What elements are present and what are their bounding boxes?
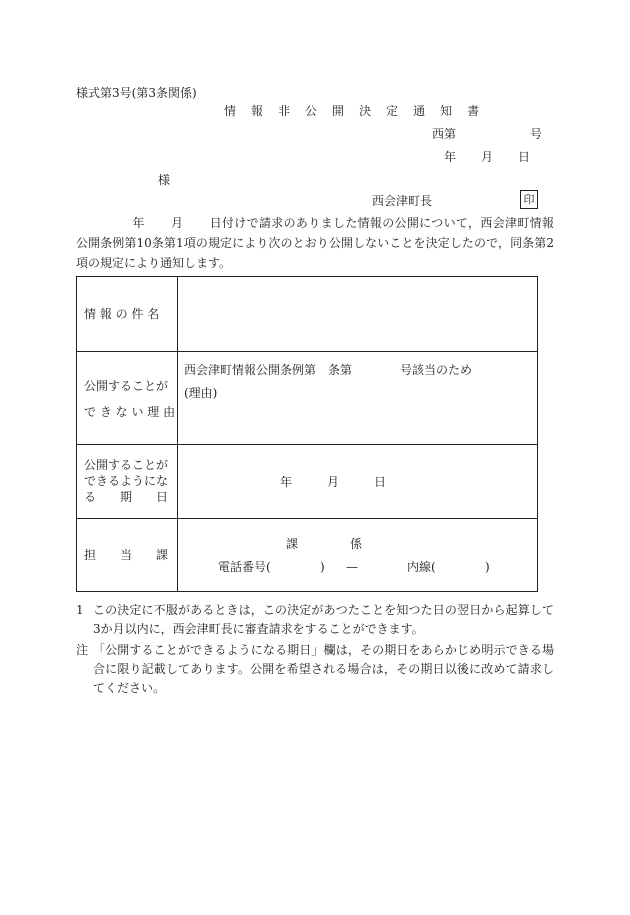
extension-close: ): [485, 560, 490, 574]
period-month: 月: [327, 475, 340, 489]
note-text: 「公開することができるようになる期日」欄は，その期日をあらかじめ明示できる場合に限り記載してあります。公開を希望される場合は，その期日以後に改めて請求してください。: [93, 643, 554, 695]
table-row-reason: [77, 352, 537, 445]
body-paragraph: [76, 213, 554, 273]
period-field[interactable]: [178, 445, 537, 518]
note-text: この決定に不服があるときは，この決定があつたことを知つた日の翌日から起算して3か月以内に，西会津町長に審査請求をすることができます。: [93, 603, 554, 636]
body-month: 月: [170, 216, 184, 230]
issue-date-day: 日: [518, 150, 531, 164]
reason-label-line1: 公開することが: [84, 379, 169, 393]
table-row-subject: [77, 277, 537, 352]
department-unit: 係: [350, 537, 363, 551]
phone-close: ): [320, 560, 325, 574]
table-row-department: [77, 519, 537, 591]
period-label-cell: [77, 445, 178, 518]
reason-label-line2: で き な い 理 由: [84, 405, 176, 419]
seal-stamp-box: 印: [520, 190, 538, 209]
reason-text: 西会津町情報公開条例第 条第 号該当のため: [184, 363, 473, 377]
subject-label-cell: [77, 277, 178, 351]
recipient-honorific: 様: [158, 173, 171, 187]
reason-subheading: (理由): [184, 386, 218, 400]
issue-date-month: 月: [481, 150, 494, 164]
department-field[interactable]: [178, 519, 537, 591]
form-number: 様式第3号(第3条関係): [76, 86, 197, 100]
department-label: 担 当 課: [84, 548, 169, 562]
phone-dash: —: [346, 560, 358, 574]
issue-date-year: 年: [444, 150, 457, 164]
period-label-line2: できるようにな: [84, 474, 169, 488]
department-section: 課: [286, 537, 299, 551]
body-year: 年: [132, 216, 145, 230]
extension-label: 内線(: [407, 560, 436, 574]
document-number: [432, 126, 542, 142]
decision-table: [76, 276, 538, 592]
note-mark: 注: [76, 643, 89, 657]
body-text: 日付けで請求のありました情報の公開について，西会津町情報公開条例第10条第1項の規定により次のとおり公開しないことを決定したので，同条第2項の規定により通知します。: [76, 216, 554, 270]
phone-label: 電話番号(: [218, 560, 271, 574]
subject-field[interactable]: [178, 277, 537, 351]
note-item: [76, 641, 554, 698]
issuer-name: 西会津町長: [372, 194, 433, 208]
document-number-suffix: 号: [530, 127, 543, 141]
reason-label-cell: [77, 352, 178, 444]
period-year: 年: [280, 475, 293, 489]
reason-field[interactable]: [178, 352, 537, 444]
department-label-cell: [77, 519, 178, 591]
period-day: 日: [374, 475, 387, 489]
document-number-prefix: 西第: [432, 127, 457, 141]
note-item: [76, 601, 554, 639]
period-label-line3: る 期 日: [84, 490, 169, 504]
period-label-line1: 公開することが: [84, 458, 169, 472]
document-title: 情 報 非 公 開 決 定 通 知 書: [224, 104, 485, 118]
table-row-period: [77, 445, 537, 519]
notes-section: [76, 601, 554, 700]
issue-date: [444, 149, 530, 165]
note-mark: 1: [76, 603, 84, 617]
subject-label: 情 報 の 件 名: [84, 307, 160, 321]
